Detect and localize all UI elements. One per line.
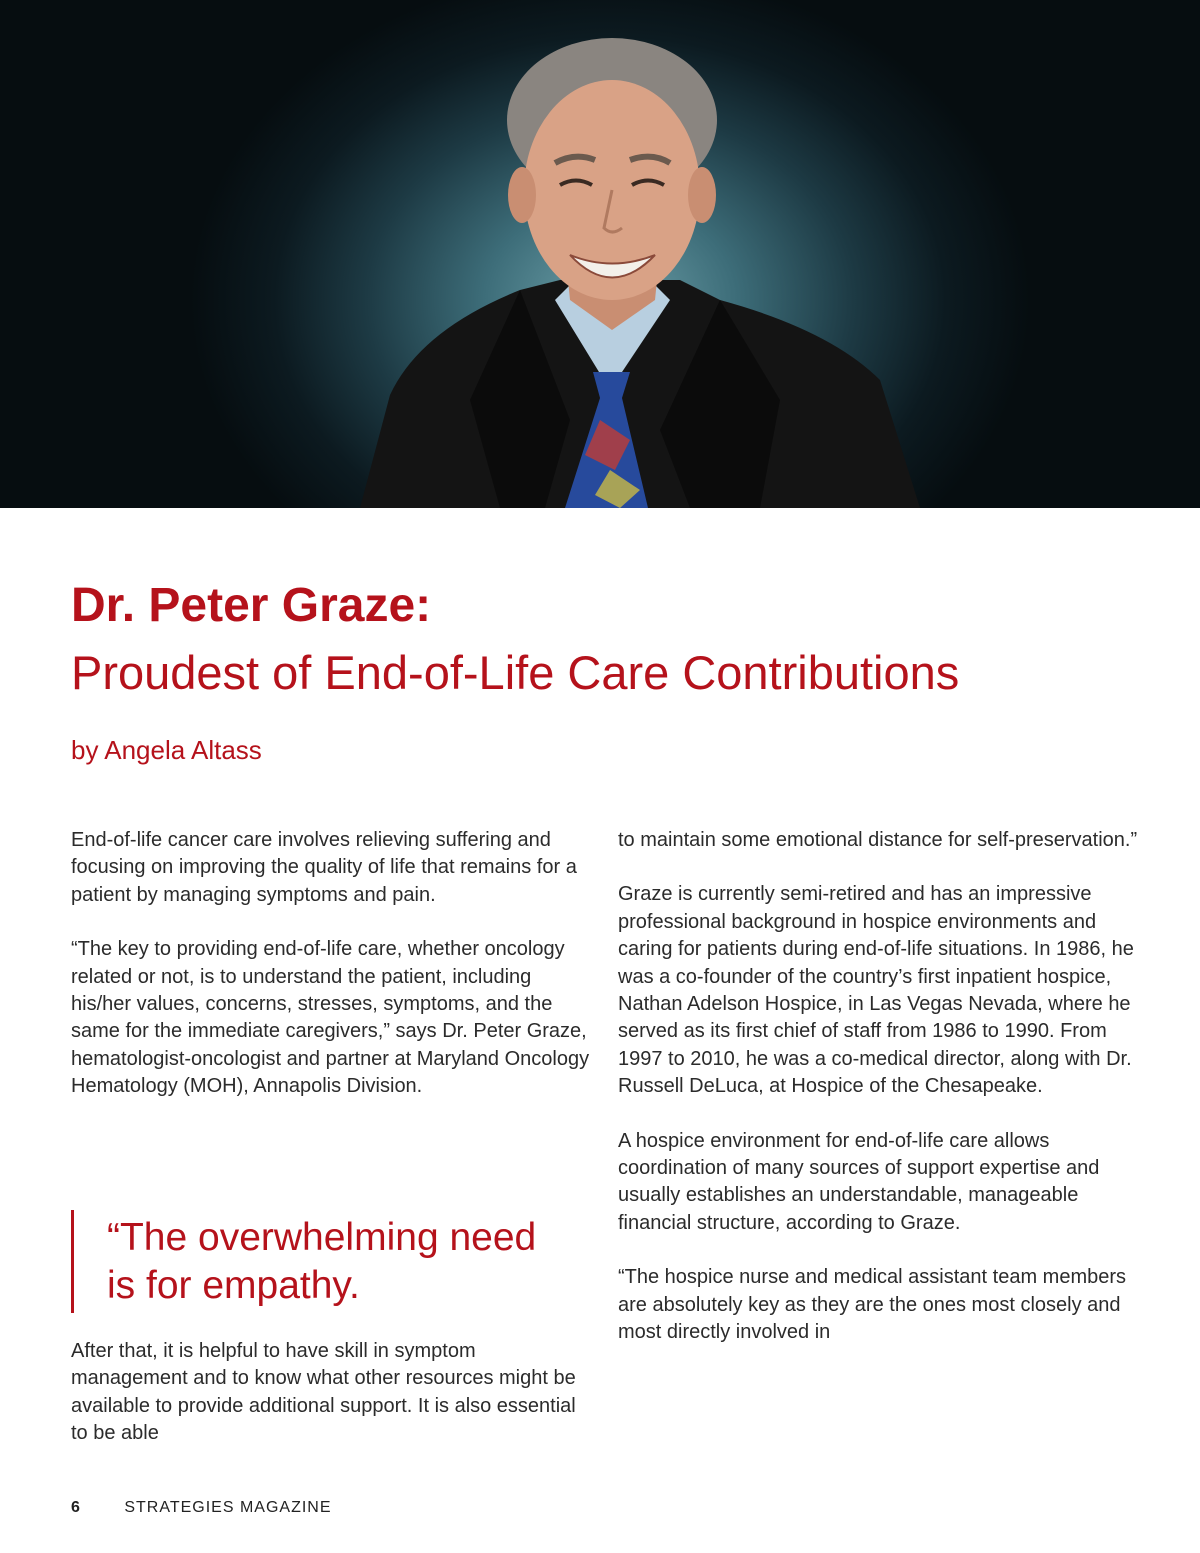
portrait-photo <box>0 0 1200 508</box>
left-column-continued <box>71 1338 591 1475</box>
paragraph: A hospice environment for end-of-life care allows coordination of many sources of support expertise and usually establishes an understandable, manageable financial structure, according to Graze. <box>618 1129 1100 1234</box>
paragraph: to maintain some emotional distance for self-preservation.” <box>618 829 1138 851</box>
paragraph: End-of-life cancer care involves relieving suffering and focusing on improving the quality of life that remains for a patient by managing symptoms and pain. <box>71 829 577 906</box>
right-column <box>618 827 1138 1374</box>
magazine-name: STRATEGIES MAGAZINE <box>124 1499 332 1516</box>
page-footer <box>71 1497 332 1519</box>
paragraph: “The key to providing end-of-life care, whether oncology related or not, is to understand the patient, including his/her values, concerns, stresses, symptoms, and the same for the immediate caregivers,” says Dr. Peter Graze, hematologist-oncologist and partner at Maryland Oncology Hematology (MOH), Annapolis Division. <box>71 938 590 1098</box>
page-number: 6 <box>71 1499 80 1516</box>
paragraph: Graze is currently semi-retired and has an impressive professional background in hospice environments and caring for patients during end-of-life situations. In 1986, he was a co-founder of the country’s first inpatient hospice, Nathan Adelson Hospice, in Las Vegas Nevada, where he served as its first chief of staff from 1986 to 1990. From 1997 to 2010, he was a co-medical director, along with Dr. Russell DeLuca, at Hospice of the Chesapeake. <box>618 883 1134 1098</box>
pull-quote-text: “The overwhelming need is for empathy. <box>107 1216 537 1307</box>
byline: by Angela Altass <box>71 735 262 765</box>
pull-quote <box>71 1210 574 1313</box>
article-title: Dr. Peter Graze: <box>71 579 432 632</box>
paragraph: After that, it is helpful to have skill in symptom management and to know what other resources might be available to provide additional support. It is also essential to be able <box>71 1340 576 1445</box>
left-column <box>71 827 591 1128</box>
article-subtitle: Proudest of End-of-Life Care Contributions <box>71 646 960 699</box>
portrait-illustration <box>0 0 1200 508</box>
paragraph: “The hospice nurse and medical assistant team members are absolutely key as they are the ones most closely and most directly involved in <box>618 1266 1127 1344</box>
